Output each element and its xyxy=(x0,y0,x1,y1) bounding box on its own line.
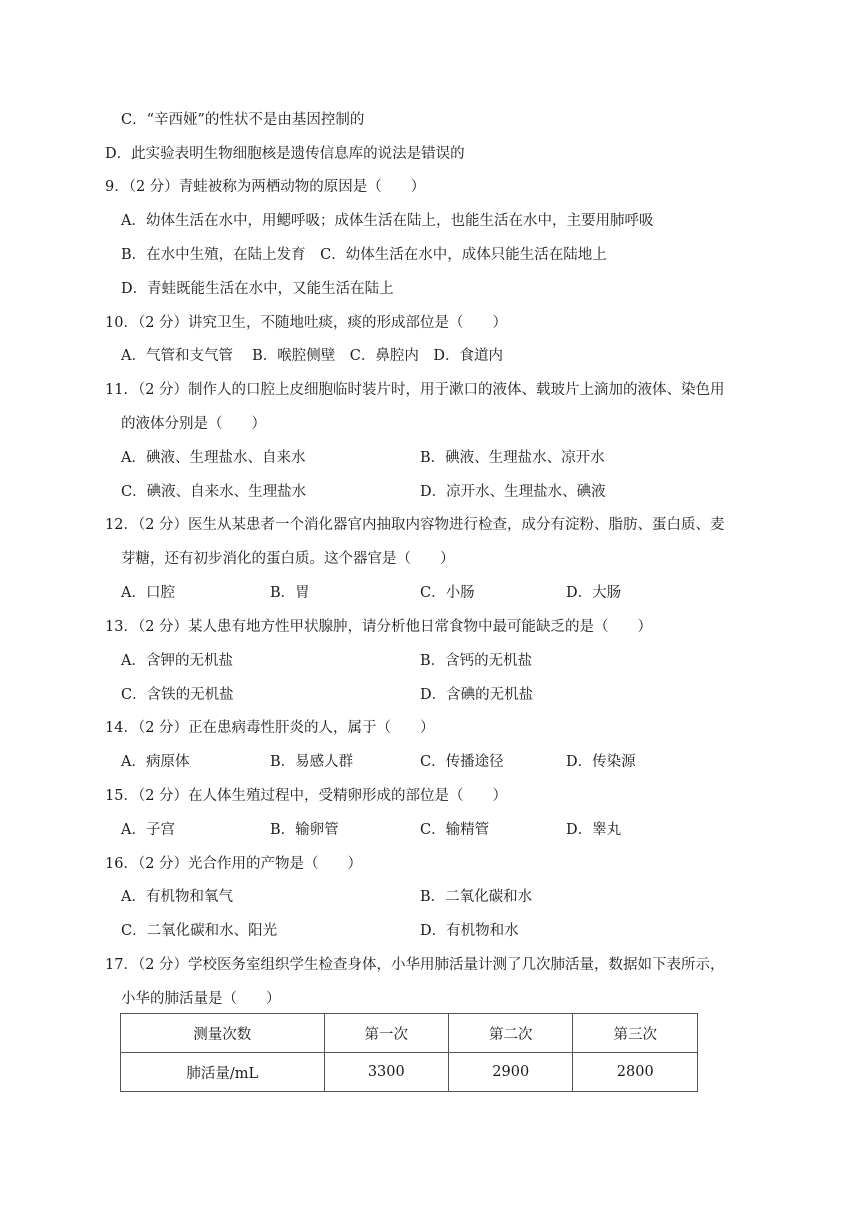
table-header-row xyxy=(121,1014,698,1053)
q14-option-c: C．传播途径 xyxy=(420,754,504,770)
question-16: 16．（2 分）光合作用的产物是（ ） xyxy=(105,856,363,872)
q9-option-bc: B．在水中生殖，在陆上发育 C．幼体生活在水中，成体只能生活在陆地上 xyxy=(121,247,607,263)
q14-option-d: D．传染源 xyxy=(566,754,636,770)
q16-option-d: D．有机物和水 xyxy=(420,923,519,939)
table-row xyxy=(121,1053,698,1092)
q16-option-a: A．有机物和氧气 xyxy=(121,889,233,905)
question-17-line2: 小华的肺活量是（ ） xyxy=(121,991,281,1007)
q16-option-c: C．二氧化碳和水、阳光 xyxy=(121,923,278,939)
q13-option-d: D．含碘的无机盐 xyxy=(420,687,534,703)
question-12-line2: 芽糖，还有初步消化的蛋白质。这个器官是（ ） xyxy=(121,551,455,567)
q11-option-b: B．碘液、生理盐水、凉开水 xyxy=(420,450,605,466)
table-cell: 2900 xyxy=(449,1053,573,1092)
q14-option-a: A．病原体 xyxy=(121,754,190,770)
table-cell: 2800 xyxy=(573,1053,698,1092)
q10-options: A．气管和支气管 B．喉腔侧壁 C．鼻腔内 D．食道内 xyxy=(121,348,503,364)
q12-option-c: C．小肠 xyxy=(420,585,475,601)
question-13: 13．（2 分）某人患有地方性甲状腺肿，请分析他日常食物中最可能缺乏的是（ ） xyxy=(105,619,653,635)
q12-option-b: B．胃 xyxy=(270,585,310,601)
q11-option-d: D．凉开水、生理盐水、碘液 xyxy=(420,484,606,500)
table-cell: 肺活量/mL xyxy=(121,1053,325,1092)
q15-option-d: D．睾丸 xyxy=(566,822,622,838)
q8-option-d: D．此实验表明生物细胞核是遗传信息库的说法是错误的 xyxy=(105,146,465,162)
table-cell: 3300 xyxy=(324,1053,448,1092)
q16-option-b: B．二氧化碳和水 xyxy=(420,889,533,905)
q9-option-a: A．幼体生活在水中，用鳃呼吸；成体生活在陆上，也能生活在水中，主要用肺呼吸 xyxy=(121,213,654,229)
q13-option-c: C．含铁的无机盐 xyxy=(121,687,234,703)
question-15: 15．（2 分）在人体生殖过程中，受精卵形成的部位是（ ） xyxy=(105,788,508,804)
table-header-cell: 第二次 xyxy=(449,1014,573,1053)
question-11-line2: 的液体分别是（ ） xyxy=(121,416,266,432)
q8-option-c: C．“辛西娅”的性状不是由基因控制的 xyxy=(121,112,365,128)
question-9: 9．（2 分）青蛙被称为两栖动物的原因是（ ） xyxy=(105,179,426,195)
q13-option-a: A．含钾的无机盐 xyxy=(121,653,233,669)
q11-option-c: C．碘液、自来水、生理盐水 xyxy=(121,484,307,500)
table-header-cell: 测量次数 xyxy=(121,1014,325,1053)
table-header-cell: 第一次 xyxy=(324,1014,448,1053)
lung-capacity-table xyxy=(120,1013,698,1092)
q13-option-b: B．含钙的无机盐 xyxy=(420,653,533,669)
question-11-line1: 11．（2 分）制作人的口腔上皮细胞临时装片时，用于漱口的液体、载玻片上滴加的液体、染色用 xyxy=(105,382,725,398)
question-10: 10．（2 分）讲究卫生，不随地吐痰，痰的形成部位是（ ） xyxy=(105,315,508,331)
q14-option-b: B．易感人群 xyxy=(270,754,354,770)
table-header-cell: 第三次 xyxy=(573,1014,698,1053)
q15-option-b: B．输卵管 xyxy=(270,822,339,838)
question-17-line1: 17．（2 分）学校医务室组织学生检查身体，小华用肺活量计测了几次肺活量，数据如下表所示， xyxy=(105,957,725,973)
q12-option-d: D．大肠 xyxy=(566,585,622,601)
q12-option-a: A．口腔 xyxy=(121,585,175,601)
q15-option-a: A．子宫 xyxy=(121,822,175,838)
q9-option-d: D．青蛙既能生活在水中，又能生活在陆上 xyxy=(121,281,394,297)
question-12-line1: 12．（2 分）医生从某患者一个消化器官内抽取内容物进行检查，成分有淀粉、脂肪、蛋白质、麦 xyxy=(105,517,725,533)
q11-option-a: A．碘液、生理盐水、自来水 xyxy=(121,450,306,466)
q15-option-c: C．输精管 xyxy=(420,822,490,838)
question-14: 14．（2 分）正在患病毒性肝炎的人，属于（ ） xyxy=(105,720,435,736)
